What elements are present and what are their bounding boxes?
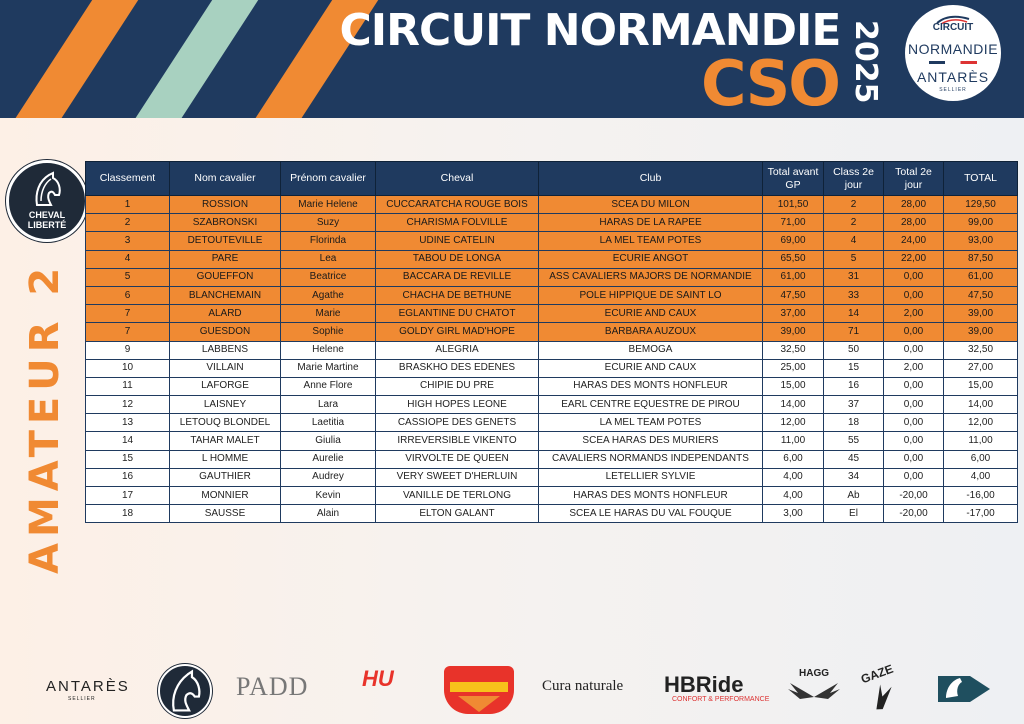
- col-first-name-cell: Lara: [281, 396, 376, 414]
- col-last-name-cell: LABBENS: [170, 341, 281, 359]
- col-total-before-gp-cell: 47,50: [763, 286, 824, 304]
- logo-circuit-text: CIRCUIT: [932, 22, 974, 33]
- horse-arrow-icon: [936, 670, 992, 708]
- col-class-day2-cell: 5: [824, 250, 884, 268]
- col-last-name-cell: GOUEFFON: [170, 268, 281, 286]
- col-total-before-gp-cell: 32,50: [763, 341, 824, 359]
- col-total-day2-cell: -20,00: [884, 505, 944, 523]
- table-row: [86, 377, 1018, 395]
- col-rank-cell: 15: [86, 450, 170, 468]
- col-total-day2-cell: 2,00: [884, 359, 944, 377]
- col-club-cell: LETELLIER SYLVIE: [539, 468, 763, 486]
- col-class-day2-cell: 34: [824, 468, 884, 486]
- table-row: [86, 196, 1018, 214]
- col-horse-cell: CHACHA DE BETHUNE: [376, 286, 539, 304]
- col-total-cell: 47,50: [944, 286, 1018, 304]
- col-total-before-gp-cell: 65,50: [763, 250, 824, 268]
- table-row: [86, 468, 1018, 486]
- col-class-day2-cell: 15: [824, 359, 884, 377]
- col-rank-cell: 10: [86, 359, 170, 377]
- flag-stripe: [929, 61, 977, 64]
- col-rank-header: Classement: [86, 162, 170, 196]
- year-label: 2025: [848, 20, 883, 104]
- col-last-name-cell: GUESDON: [170, 323, 281, 341]
- col-rank-cell: 13: [86, 414, 170, 432]
- col-total-day2-cell: 0,00: [884, 377, 944, 395]
- col-class-day2-cell: 31: [824, 268, 884, 286]
- col-total-before-gp-cell: 15,00: [763, 377, 824, 395]
- circuit-normandie-logo: [905, 5, 1001, 101]
- col-total-cell: 11,00: [944, 432, 1018, 450]
- col-total-day2-cell: 0,00: [884, 450, 944, 468]
- col-rank-cell: 7: [86, 323, 170, 341]
- col-last-name-cell: TAHAR MALET: [170, 432, 281, 450]
- col-total-before-gp-cell: 71,00: [763, 214, 824, 232]
- col-total-day2-cell: 0,00: [884, 341, 944, 359]
- col-total-day2-cell: 0,00: [884, 323, 944, 341]
- col-first-name-cell: Aurelie: [281, 450, 376, 468]
- col-rank-cell: 11: [86, 377, 170, 395]
- col-total-before-gp-cell: 4,00: [763, 487, 824, 505]
- col-last-name-cell: VILLAIN: [170, 359, 281, 377]
- col-horse-cell: UDINE CATELIN: [376, 232, 539, 250]
- col-club-cell: SCEA LE HARAS DU VAL FOUQUE: [539, 505, 763, 523]
- col-class-day2-cell: 16: [824, 377, 884, 395]
- col-rank-cell: 17: [86, 487, 170, 505]
- col-class-day2-cell: 50: [824, 341, 884, 359]
- col-total-header: TOTAL: [944, 162, 1018, 196]
- page-subtitle: CSO: [700, 47, 839, 118]
- col-horse-cell: CHARISMA FOLVILLE: [376, 214, 539, 232]
- col-horse-cell: BRASKHO DES EDENES: [376, 359, 539, 377]
- table-row: [86, 250, 1018, 268]
- col-first-name-cell: Kevin: [281, 487, 376, 505]
- col-total-before-gp-cell: 101,50: [763, 196, 824, 214]
- col-club-cell: CAVALIERS NORMANDS INDEPENDANTS: [539, 450, 763, 468]
- col-class-day2-cell: 4: [824, 232, 884, 250]
- col-total-before-gp-cell: 11,00: [763, 432, 824, 450]
- col-club-cell: SCEA HARAS DES MURIERS: [539, 432, 763, 450]
- table-row: [86, 268, 1018, 286]
- col-total-cell: 61,00: [944, 268, 1018, 286]
- col-club-cell: BARBARA AUZOUX: [539, 323, 763, 341]
- table-row: [86, 487, 1018, 505]
- col-horse-cell: EGLANTINE DU CHATOT: [376, 305, 539, 323]
- col-first-name-cell: Audrey: [281, 468, 376, 486]
- col-total-day2-header: Total 2e jour: [884, 162, 944, 196]
- col-first-name-cell: Giulia: [281, 432, 376, 450]
- col-horse-cell: VERY SWEET D'HERLUIN: [376, 468, 539, 486]
- col-total-day2-cell: 28,00: [884, 214, 944, 232]
- col-total-day2-cell: 22,00: [884, 250, 944, 268]
- table-body: [86, 196, 1018, 523]
- sponsor-footer: [0, 650, 1024, 724]
- table-row: [86, 359, 1018, 377]
- col-total-before-gp-cell: 69,00: [763, 232, 824, 250]
- col-rank-cell: 1: [86, 196, 170, 214]
- col-total-cell: -16,00: [944, 487, 1018, 505]
- col-last-name-cell: SAUSSE: [170, 505, 281, 523]
- col-last-name-cell: ROSSION: [170, 196, 281, 214]
- col-club-cell: ECURIE AND CAUX: [539, 359, 763, 377]
- col-club-cell: POLE HIPPIQUE DE SAINT LO: [539, 286, 763, 304]
- col-total-cell: 129,50: [944, 196, 1018, 214]
- gaze-text: GAZE: [858, 661, 896, 687]
- col-total-before-gp-cell: 61,00: [763, 268, 824, 286]
- col-horse-cell: CUCCARATCHA ROUGE BOIS: [376, 196, 539, 214]
- col-horse-cell: BACCARA DE REVILLE: [376, 268, 539, 286]
- col-last-name-cell: L HOMME: [170, 450, 281, 468]
- col-total-day2-cell: 0,00: [884, 286, 944, 304]
- col-rank-cell: 6: [86, 286, 170, 304]
- col-last-name-cell: SZABRONSKI: [170, 214, 281, 232]
- sponsor-saveurs-normandie-logo: [444, 666, 514, 714]
- col-class-day2-cell: 33: [824, 286, 884, 304]
- col-horse-cell: HIGH HOPES LEONE: [376, 396, 539, 414]
- table-row: [86, 305, 1018, 323]
- sponsor-hbride-logo: HBRide: [664, 672, 744, 697]
- col-total-day2-cell: 28,00: [884, 196, 944, 214]
- col-total-day2-cell: 0,00: [884, 468, 944, 486]
- decor-stripe: [0, 0, 151, 118]
- col-club-cell: SCEA DU MILON: [539, 196, 763, 214]
- sponsor-gaze-logo: [859, 662, 906, 718]
- col-first-name-cell: Alain: [281, 505, 376, 523]
- col-total-cell: 14,00: [944, 396, 1018, 414]
- col-rank-cell: 2: [86, 214, 170, 232]
- col-total-cell: 6,00: [944, 450, 1018, 468]
- col-total-before-gp-cell: 37,00: [763, 305, 824, 323]
- sponsor-hagg-logo: [786, 668, 842, 704]
- col-total-before-gp-header: Total avant GP: [763, 162, 824, 196]
- col-club-cell: HARAS DES MONTS HONFLEUR: [539, 487, 763, 505]
- col-rank-cell: 5: [86, 268, 170, 286]
- col-last-name-cell: GAUTHIER: [170, 468, 281, 486]
- col-horse-cell: VANILLE DE TERLONG: [376, 487, 539, 505]
- col-club-cell: ECURIE AND CAUX: [539, 305, 763, 323]
- col-club-cell: LA MEL TEAM POTES: [539, 414, 763, 432]
- col-last-name-cell: PARE: [170, 250, 281, 268]
- table-header-row: [86, 162, 1018, 196]
- logo-normandie-text: NORMANDIE: [907, 41, 999, 57]
- results-table: [85, 161, 1018, 523]
- col-club-header: Club: [539, 162, 763, 196]
- col-last-name-header: Nom cavalier: [170, 162, 281, 196]
- col-total-day2-cell: -20,00: [884, 487, 944, 505]
- col-total-before-gp-cell: 39,00: [763, 323, 824, 341]
- col-total-cell: 32,50: [944, 341, 1018, 359]
- col-horse-cell: IRREVERSIBLE VIKENTO: [376, 432, 539, 450]
- col-first-name-cell: Lea: [281, 250, 376, 268]
- col-club-cell: ASS CAVALIERS MAJORS DE NORMANDIE: [539, 268, 763, 286]
- col-horse-cell: ALEGRIA: [376, 341, 539, 359]
- col-total-day2-cell: 0,00: [884, 268, 944, 286]
- col-horse-cell: GOLDY GIRL MAD'HOPE: [376, 323, 539, 341]
- col-rank-cell: 7: [86, 305, 170, 323]
- col-class-day2-header: Class 2e jour: [824, 162, 884, 196]
- table-row: [86, 414, 1018, 432]
- col-last-name-cell: LAISNEY: [170, 396, 281, 414]
- col-total-day2-cell: 24,00: [884, 232, 944, 250]
- col-first-name-cell: Marie: [281, 305, 376, 323]
- table-row: [86, 432, 1018, 450]
- col-class-day2-cell: 45: [824, 450, 884, 468]
- sponsor-hbride-sub: CONFORT & PERFORMANCE: [672, 696, 770, 703]
- horse-head-icon: [29, 171, 65, 207]
- col-total-cell: 87,50: [944, 250, 1018, 268]
- col-horse-header: Cheval: [376, 162, 539, 196]
- col-first-name-cell: Laetitia: [281, 414, 376, 432]
- col-first-name-cell: Florinda: [281, 232, 376, 250]
- col-first-name-cell: Helene: [281, 341, 376, 359]
- col-total-cell: 93,00: [944, 232, 1018, 250]
- col-club-cell: LA MEL TEAM POTES: [539, 232, 763, 250]
- col-first-name-cell: Agathe: [281, 286, 376, 304]
- col-club-cell: HARAS DE LA RAPEE: [539, 214, 763, 232]
- col-rank-cell: 18: [86, 505, 170, 523]
- col-total-before-gp-cell: 6,00: [763, 450, 824, 468]
- page-title: CIRCUIT NORMANDIE: [339, 5, 841, 56]
- table-row: [86, 450, 1018, 468]
- col-total-cell: -17,00: [944, 505, 1018, 523]
- logo-antares-text: ANTARÈS: [916, 69, 990, 85]
- col-class-day2-cell: El: [824, 505, 884, 523]
- col-rank-cell: 14: [86, 432, 170, 450]
- logo-sellier-text: SELLIER: [939, 87, 967, 93]
- eagle-wings-icon: [786, 679, 842, 701]
- col-class-day2-cell: Ab: [824, 487, 884, 505]
- col-horse-cell: CHIPIE DU PRE: [376, 377, 539, 395]
- col-total-cell: 12,00: [944, 414, 1018, 432]
- col-rank-cell: 12: [86, 396, 170, 414]
- col-class-day2-cell: 2: [824, 196, 884, 214]
- col-total-before-gp-cell: 12,00: [763, 414, 824, 432]
- col-club-cell: ECURIE ANGOT: [539, 250, 763, 268]
- col-total-before-gp-cell: 14,00: [763, 396, 824, 414]
- table-row: [86, 286, 1018, 304]
- decor-stripe: [115, 0, 271, 118]
- col-total-before-gp-cell: 4,00: [763, 468, 824, 486]
- col-first-name-cell: Marie Martine: [281, 359, 376, 377]
- col-total-day2-cell: 0,00: [884, 432, 944, 450]
- col-class-day2-cell: 2: [824, 214, 884, 232]
- sponsor-horse-logo: [936, 670, 992, 713]
- col-first-name-cell: Suzy: [281, 214, 376, 232]
- header-banner: [0, 0, 1024, 118]
- table-row: [86, 214, 1018, 232]
- table-row: [86, 323, 1018, 341]
- sponsor-cheval-liberte-logo: [158, 664, 212, 718]
- col-club-cell: BEMOGA: [539, 341, 763, 359]
- col-total-day2-cell: 0,00: [884, 396, 944, 414]
- col-total-before-gp-cell: 25,00: [763, 359, 824, 377]
- table-row: [86, 505, 1018, 523]
- sponsor-antares-sub: SELLIER: [68, 696, 96, 702]
- col-rank-cell: 16: [86, 468, 170, 486]
- col-club-cell: HARAS DES MONTS HONFLEUR: [539, 377, 763, 395]
- col-first-name-header: Prénom cavalier: [281, 162, 376, 196]
- col-first-name-cell: Sophie: [281, 323, 376, 341]
- col-rank-cell: 9: [86, 341, 170, 359]
- col-last-name-cell: ALARD: [170, 305, 281, 323]
- col-class-day2-cell: 18: [824, 414, 884, 432]
- col-rank-cell: 4: [86, 250, 170, 268]
- table-row: [86, 232, 1018, 250]
- col-class-day2-cell: 14: [824, 305, 884, 323]
- col-total-cell: 27,00: [944, 359, 1018, 377]
- col-class-day2-cell: 55: [824, 432, 884, 450]
- col-rank-cell: 3: [86, 232, 170, 250]
- col-club-cell: EARL CENTRE EQUESTRE DE PIROU: [539, 396, 763, 414]
- sponsor-hu-logo: HU: [362, 666, 394, 691]
- col-horse-cell: TABOU DE LONGA: [376, 250, 539, 268]
- col-first-name-cell: Anne Flore: [281, 377, 376, 395]
- table-row: [86, 396, 1018, 414]
- sponsor-antares-logo: ANTARÈS: [46, 678, 130, 695]
- col-total-cell: 39,00: [944, 305, 1018, 323]
- col-total-day2-cell: 2,00: [884, 305, 944, 323]
- col-class-day2-cell: 37: [824, 396, 884, 414]
- col-total-cell: 15,00: [944, 377, 1018, 395]
- col-first-name-cell: Beatrice: [281, 268, 376, 286]
- sponsor-padd-logo: PADD: [236, 672, 309, 701]
- col-total-cell: 4,00: [944, 468, 1018, 486]
- col-last-name-cell: LETOUQ BLONDEL: [170, 414, 281, 432]
- col-horse-cell: VIRVOLTE DE QUEEN: [376, 450, 539, 468]
- col-horse-cell: CASSIOPE DES GENETS: [376, 414, 539, 432]
- saveurs-badge-icon: [444, 666, 514, 714]
- col-total-cell: 39,00: [944, 323, 1018, 341]
- col-last-name-cell: LAFORGE: [170, 377, 281, 395]
- cheval-liberte-logo: [6, 160, 88, 242]
- table-row: [86, 341, 1018, 359]
- category-title: AMATEUR 2: [22, 261, 68, 575]
- col-total-day2-cell: 0,00: [884, 414, 944, 432]
- col-total-before-gp-cell: 3,00: [763, 505, 824, 523]
- horse-head-icon: [160, 666, 210, 716]
- cheval-logo-line2: LIBERTÉ: [27, 220, 67, 230]
- col-total-cell: 99,00: [944, 214, 1018, 232]
- col-last-name-cell: MONNIER: [170, 487, 281, 505]
- cheval-logo-line1: CHEVAL: [28, 210, 66, 220]
- col-first-name-cell: Marie Helene: [281, 196, 376, 214]
- col-last-name-cell: BLANCHEMAIN: [170, 286, 281, 304]
- sponsor-cura-naturale-logo: Cura naturale: [542, 678, 624, 694]
- col-class-day2-cell: 71: [824, 323, 884, 341]
- col-horse-cell: ELTON GALANT: [376, 505, 539, 523]
- hagg-text: HAGG: [799, 668, 829, 679]
- col-last-name-cell: DETOUTEVILLE: [170, 232, 281, 250]
